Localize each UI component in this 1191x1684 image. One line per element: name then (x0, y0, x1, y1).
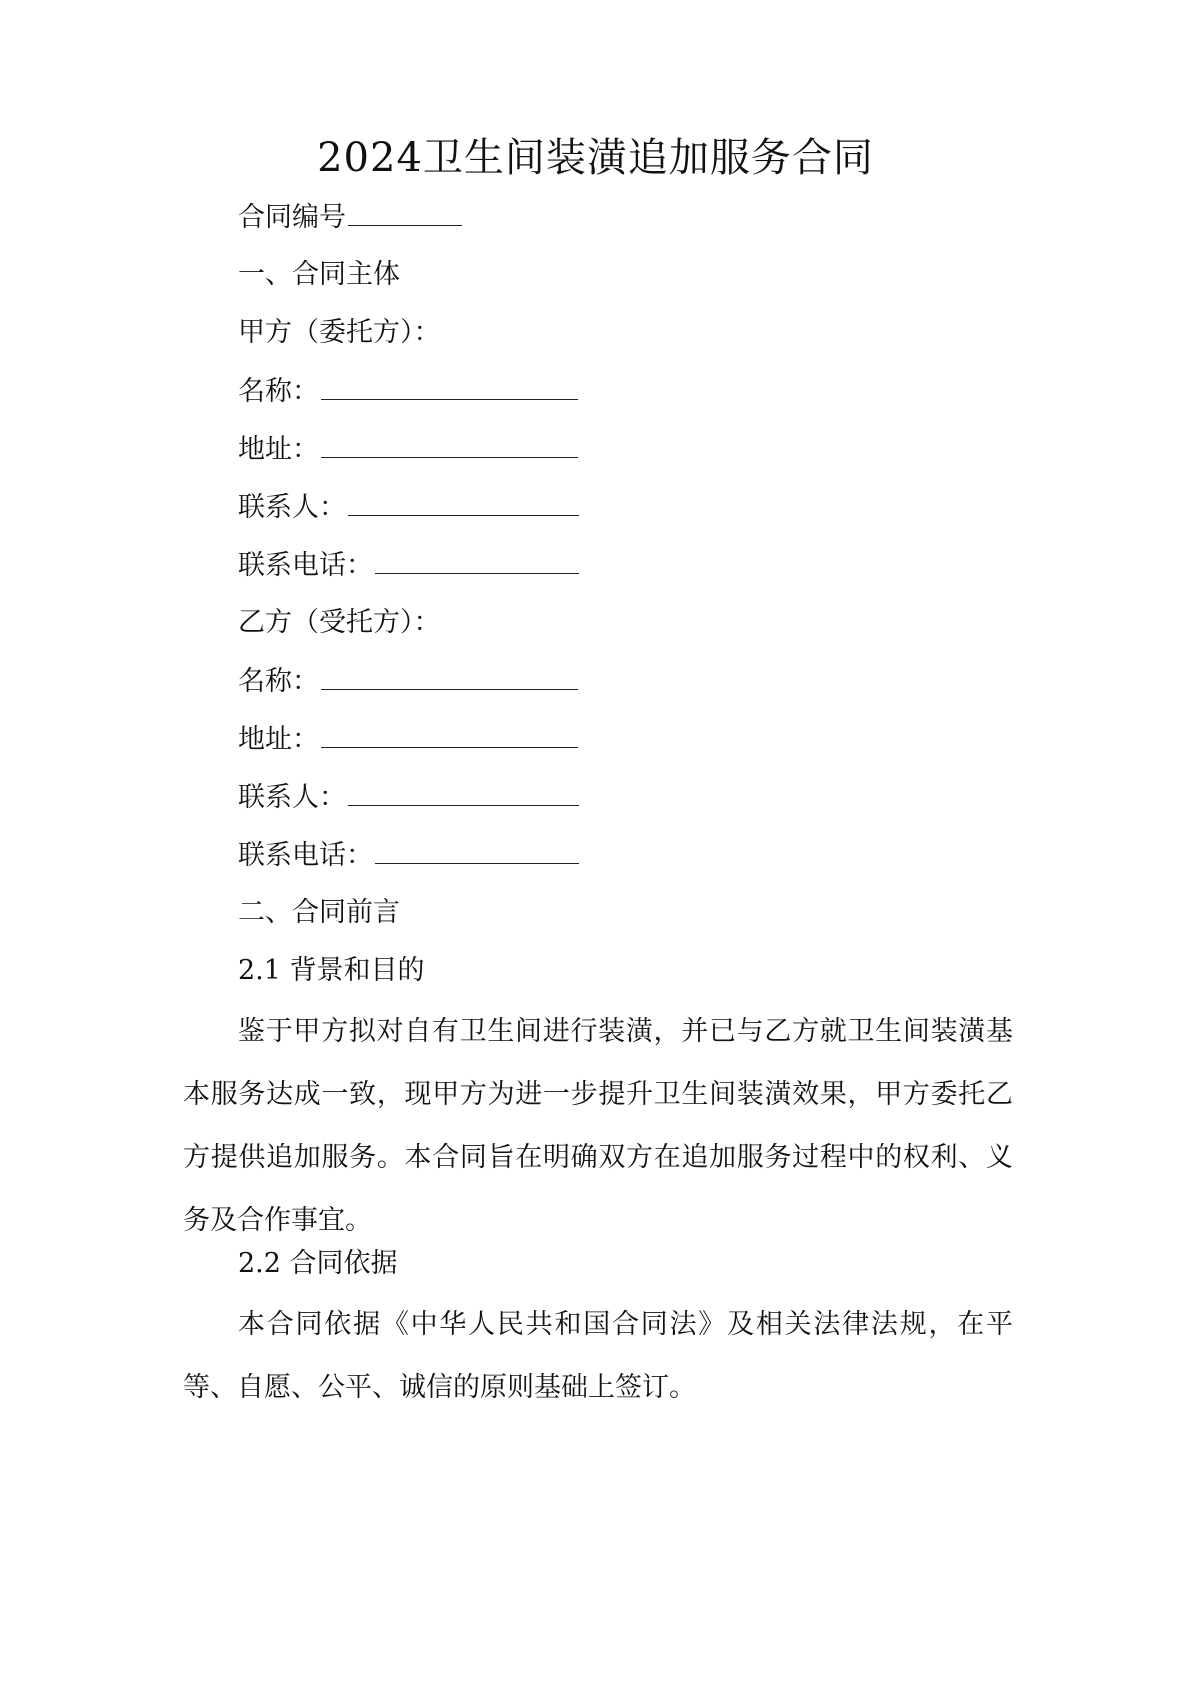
party-a-contact-blank[interactable] (348, 487, 579, 516)
party-b-address-label: 地址： (238, 724, 319, 755)
party-a-phone-label: 联系电话： (238, 550, 373, 581)
party-b-heading: 乙方（受托方）： (238, 607, 441, 638)
section2-2-heading: 2.2 合同依据 (238, 1248, 398, 1279)
contract-number-row (238, 197, 462, 238)
party-b-phone-blank[interactable] (375, 835, 579, 864)
party-a-address-blank[interactable] (321, 429, 578, 458)
party-a-heading: 甲方（委托方）： (238, 317, 441, 348)
party-b-address-row (238, 719, 578, 760)
contract-number-label: 合同编号 (238, 202, 346, 233)
party-b-phone-row (238, 835, 579, 876)
party-a-contact-label: 联系人： (238, 492, 346, 523)
party-b-contact-blank[interactable] (348, 777, 579, 806)
party-a-phone-blank[interactable] (375, 545, 579, 574)
section2-1-paragraph: 鉴于甲方拟对自有卫生间进行装潢，并已与乙方就卫生间装潢基本服务达成一致，现甲方为进一步提升卫生间装潢效果，甲方委托乙方提供追加服务。本合同旨在明确双方在追加服务过程中的权利、义务及合作事宜。 (183, 1016, 1013, 1236)
party-a-phone-row (238, 545, 579, 586)
party-b-contact-row (238, 777, 579, 818)
section2-1-heading: 2.1 背景和目的 (238, 955, 425, 986)
party-a-name-label: 名称： (238, 376, 319, 407)
contract-title: 2024卫生间装潢追加服务合同 (317, 135, 874, 181)
section2-heading: 二、合同前言 (238, 897, 400, 928)
party-b-phone-label: 联系电话： (238, 840, 373, 871)
party-b-name-row (238, 661, 578, 702)
section1-heading: 一、合同主体 (238, 259, 400, 290)
party-b-contact-label: 联系人： (238, 782, 346, 813)
party-a-address-row (238, 429, 578, 470)
party-b-name-label: 名称： (238, 666, 319, 697)
party-a-name-row (238, 371, 578, 412)
party-a-address-label: 地址： (238, 434, 319, 465)
party-a-name-blank[interactable] (321, 371, 578, 400)
party-b-address-blank[interactable] (321, 719, 578, 748)
party-b-name-blank[interactable] (321, 661, 578, 690)
contract-number-blank[interactable] (348, 197, 462, 226)
party-a-contact-row (238, 487, 579, 528)
section2-2-paragraph: 本合同依据《中华人民共和国合同法》及相关法律法规，在平等、自愿、公平、诚信的原则基础上签订。 (183, 1309, 1013, 1403)
